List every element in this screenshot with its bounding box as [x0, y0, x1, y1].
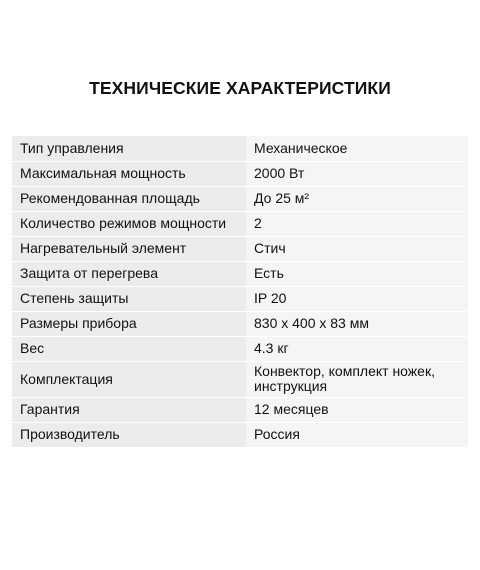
spec-label: Нагревательный элемент — [12, 236, 246, 261]
table-row — [12, 236, 468, 261]
spec-value: 2 — [246, 211, 468, 236]
table-row — [12, 211, 468, 236]
table-row — [12, 397, 468, 422]
spec-label: Гарантия — [12, 397, 246, 422]
spec-value: 2000 Вт — [246, 161, 468, 186]
table-row — [12, 311, 468, 336]
spec-label: Степень защиты — [12, 286, 246, 311]
spec-label: Производитель — [12, 422, 246, 447]
table-row — [12, 261, 468, 286]
spec-value: 12 месяцев — [246, 397, 468, 422]
spec-value: Россия — [246, 422, 468, 447]
table-row — [12, 161, 468, 186]
spec-value: До 25 м² — [246, 186, 468, 211]
spec-value: Есть — [246, 261, 468, 286]
spec-label: Максимальная мощность — [12, 161, 246, 186]
spec-label: Комплектация — [12, 361, 246, 397]
spec-value: 830 х 400 х 83 мм — [246, 311, 468, 336]
page-title: ТЕХНИЧЕСКИЕ ХАРАКТЕРИСТИКИ — [89, 78, 391, 98]
table-row — [12, 186, 468, 211]
spec-label: Количество режимов мощности — [12, 211, 246, 236]
table-row — [12, 286, 468, 311]
table-row — [12, 361, 468, 397]
spec-label: Размеры прибора — [12, 311, 246, 336]
spec-value: IP 20 — [246, 286, 468, 311]
spec-label: Тип управления — [12, 136, 246, 161]
table-row — [12, 422, 468, 447]
spec-value: Конвектор, комплект ножек, инструкция — [246, 361, 468, 397]
spec-value: Механическое — [246, 136, 468, 161]
spec-label: Рекомендованная площадь — [12, 186, 246, 211]
table-row — [12, 336, 468, 361]
table-row — [12, 136, 468, 161]
spec-label: Защита от перегрева — [12, 261, 246, 286]
specs-table — [12, 136, 468, 448]
spec-label: Вес — [12, 336, 246, 361]
spec-value: 4.3 кг — [246, 336, 468, 361]
spec-value: Стич — [246, 236, 468, 261]
